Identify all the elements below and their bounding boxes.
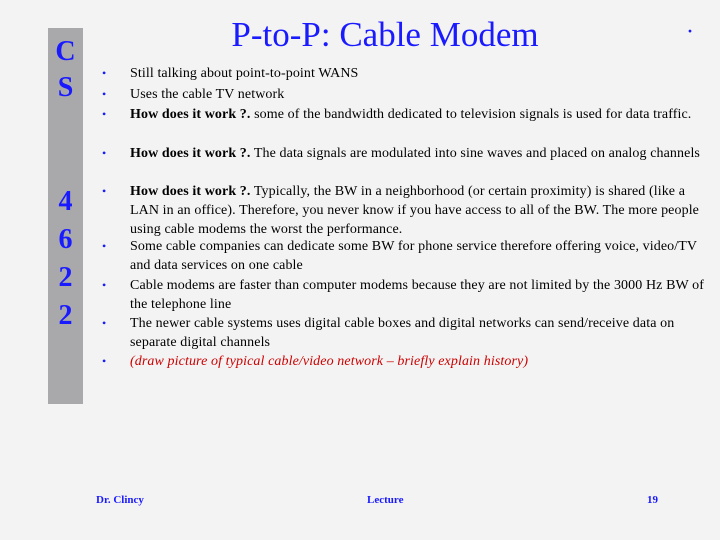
slide-title: P-to-P: Cable Modem: [231, 15, 539, 54]
bullet-text: The newer cable systems uses digital cable boxes and digital networks can send/receive data on separate digital channels: [130, 316, 675, 350]
footer-page-number: 19: [647, 494, 658, 506]
bullet-dot-icon: •: [102, 87, 107, 101]
sidebar-letter: 4: [58, 186, 73, 217]
bullet-item: [102, 64, 714, 83]
bullet-text: Typically, the BW in a neighborhood (or certain proximity) is shared (like a LAN in an office). Therefore, you never know if you have access to all of the BW. The more people using cable modems the worst the performance.: [130, 184, 699, 237]
sidebar-letter: C: [55, 36, 76, 67]
bullet-text: Uses the cable TV network: [130, 87, 285, 102]
bullet-text: Some cable companies can dedicate some BW for phone service therefore offering voice, video/TV and data services on one cable: [130, 239, 697, 273]
bullet-dot-icon: •: [102, 184, 107, 198]
sidebar-letter: 2: [58, 262, 73, 293]
bullet-item: [102, 276, 714, 314]
bullet-item: [102, 144, 714, 163]
bullet-text: Still talking about point-to-point WANS: [130, 66, 359, 81]
bullet-item: [102, 182, 714, 239]
bullet-text: some of the bandwidth dedicated to television signals is used for data traffic.: [250, 107, 692, 122]
title-mark: ·: [686, 19, 694, 45]
sidebar-letter: 2: [58, 300, 73, 331]
bullet-dot-icon: •: [102, 278, 107, 292]
bullet-item: [102, 85, 714, 104]
bullet-text: (draw picture of typical cable/video network – briefly explain history): [130, 354, 529, 369]
bullet-bold: How does it work ?.: [130, 107, 251, 122]
sidebar-letter: 6: [58, 224, 73, 255]
bullet-text: Cable modems are faster than computer modems because they are not limited by the 3000 Hz BW of the telephone line: [130, 278, 705, 312]
bullet-bold: How does it work ?.: [130, 184, 251, 199]
footer-center: Lecture: [367, 494, 404, 506]
bullet-dot-icon: •: [102, 107, 107, 121]
bullet-dot-icon: •: [102, 66, 107, 80]
bullet-dot-icon: •: [102, 239, 107, 253]
footer-author: Dr. Clincy: [96, 494, 144, 506]
bullet-dot-icon: •: [102, 354, 107, 368]
bullet-text: The data signals are modulated into sine waves and placed on analog channels: [250, 146, 700, 161]
sidebar-letter: S: [57, 72, 74, 103]
bullet-item-note: [102, 352, 714, 371]
bullet-item: [102, 105, 714, 124]
bullet-dot-icon: •: [102, 316, 107, 330]
bullet-item: [102, 314, 714, 352]
course-sidebar: [48, 28, 83, 404]
bullet-bold: How does it work ?.: [130, 146, 251, 161]
bullet-item: [102, 237, 714, 275]
bullet-dot-icon: •: [102, 146, 107, 160]
